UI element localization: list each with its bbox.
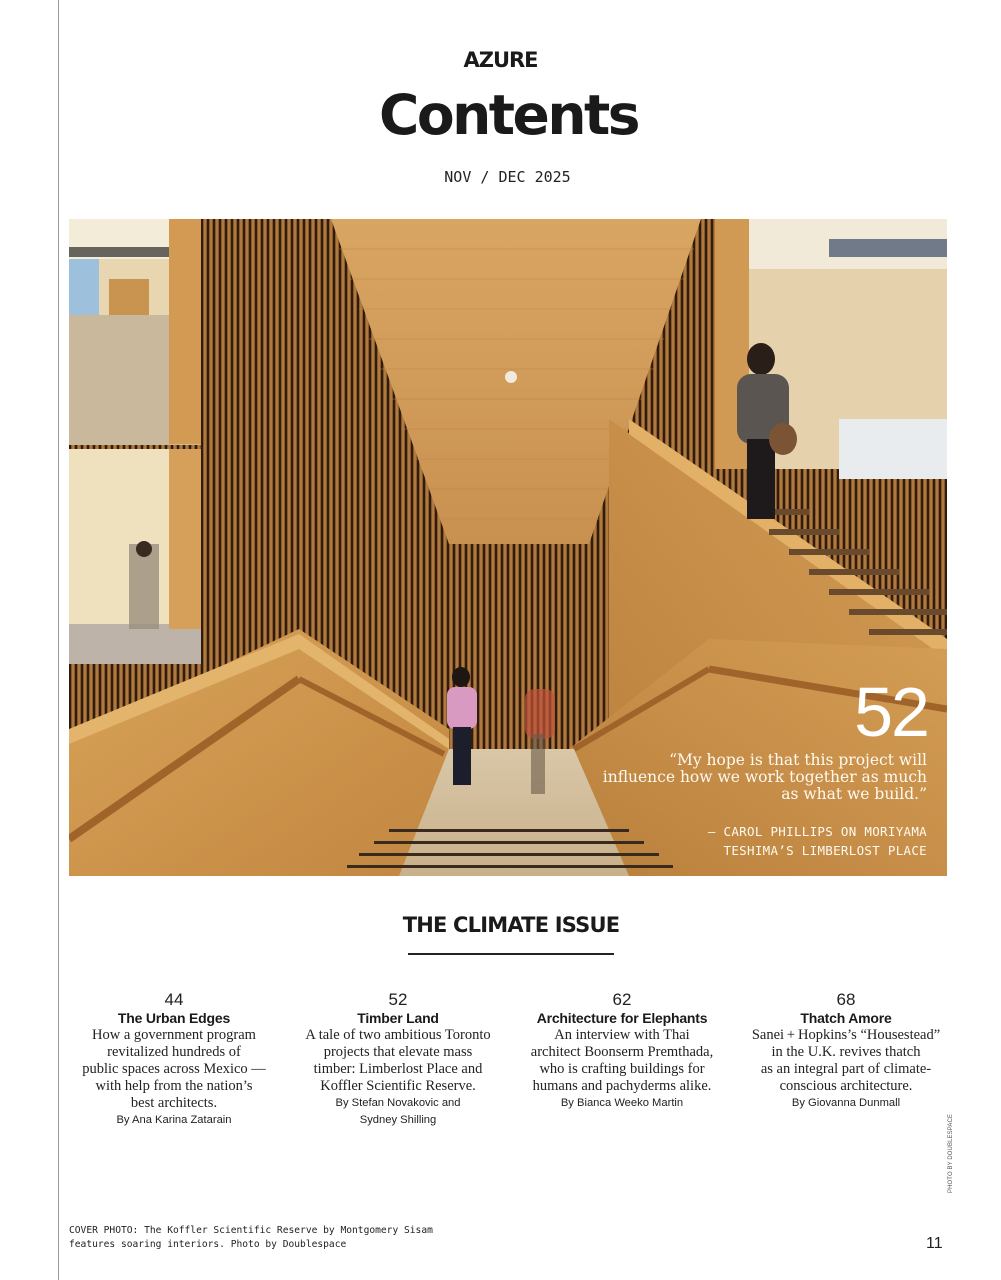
- dek-line: A tale of two ambitious Toronto: [305, 1027, 491, 1043]
- caption-line: COVER PHOTO: The Koffler Scientific Reserve by Montgomery Sisam: [69, 1225, 433, 1236]
- dek-line: as an integral part of climate-: [760, 1061, 932, 1077]
- article-headline[interactable]: Thatch Amore: [800, 1010, 892, 1026]
- dek-line: An interview with Thai: [554, 1027, 690, 1043]
- dek-line: who is crafting buildings for: [539, 1061, 705, 1077]
- hero-photo: [69, 219, 947, 876]
- issue-date: NOV / DEC 2025: [444, 168, 571, 186]
- photo-credit: PHOTO BY DOUBLESPACE: [948, 1113, 954, 1193]
- article-dek: [510, 1027, 734, 1095]
- page-title: Contents: [378, 83, 639, 147]
- article-dek: [62, 1027, 286, 1112]
- page-number: 11: [926, 1235, 943, 1252]
- article-byline: [286, 1095, 510, 1129]
- caption-line: features soaring interiors. Photo by Doublespace: [69, 1239, 347, 1250]
- article-byline: By Bianca Weeko Martin: [560, 1097, 684, 1109]
- dek-line: architect Boonserm Premthada,: [530, 1044, 714, 1060]
- dek-line: How a government program: [92, 1027, 256, 1043]
- article-page-number: 52: [388, 990, 408, 1009]
- article-dek: [734, 1027, 958, 1095]
- pull-quote-text: “My hope is that this project will influence how we work together as much as what we build.”: [602, 751, 927, 803]
- section-title: THE CLIMATE ISSUE: [402, 913, 620, 937]
- byline-line: By Stefan Novakovic and: [335, 1097, 461, 1109]
- article-dek: [286, 1027, 510, 1095]
- dek-line: Sanei + Hopkins’s “Housestead”: [751, 1027, 941, 1043]
- article-headline[interactable]: Architecture for Elephants: [536, 1010, 708, 1026]
- article-entry[interactable]: [510, 990, 734, 1129]
- section-divider: [408, 953, 614, 955]
- cover-photo-caption: [69, 1224, 489, 1252]
- dek-line: conscious architecture.: [779, 1078, 913, 1094]
- magazine-masthead: AZURE: [463, 48, 538, 72]
- page-edge-rule: [58, 0, 59, 1280]
- attribution-line: — CAROL PHILLIPS ON MORIYAMA: [707, 824, 927, 839]
- pull-quote-attribution: [597, 822, 927, 860]
- article-byline: By Ana Karina Zatarain: [116, 1114, 232, 1126]
- dek-line: public spaces across Mexico —: [82, 1061, 266, 1077]
- attribution-line: TESHIMA’S LIMBERLOST PLACE: [723, 843, 927, 858]
- article-page-number: 62: [612, 990, 632, 1009]
- article-entry[interactable]: [286, 990, 510, 1129]
- dek-line: with help from the nation’s: [95, 1078, 253, 1094]
- dek-line: humans and pachyderms alike.: [532, 1078, 712, 1094]
- dek-line: in the U.K. revives thatch: [771, 1044, 921, 1060]
- article-entry[interactable]: [734, 990, 958, 1129]
- article-page-number: 44: [164, 990, 184, 1009]
- article-page-number: 68: [836, 990, 856, 1009]
- byline-line: Sydney Shilling: [359, 1114, 437, 1126]
- article-headline[interactable]: Timber Land: [357, 1010, 439, 1026]
- article-headline[interactable]: The Urban Edges: [117, 1010, 231, 1026]
- dek-line: projects that elevate mass: [323, 1044, 473, 1060]
- article-entry[interactable]: [62, 990, 286, 1129]
- article-byline: By Giovanna Dunmall: [791, 1097, 901, 1109]
- article-list: [62, 990, 958, 1129]
- pull-quote-page-number: 52: [854, 673, 928, 751]
- dek-line: timber: Limberlost Place and: [313, 1061, 483, 1077]
- dek-line: best architects.: [130, 1095, 218, 1111]
- dek-line: Koffler Scientific Reserve.: [320, 1078, 476, 1094]
- dek-line: revitalized hundreds of: [107, 1044, 241, 1060]
